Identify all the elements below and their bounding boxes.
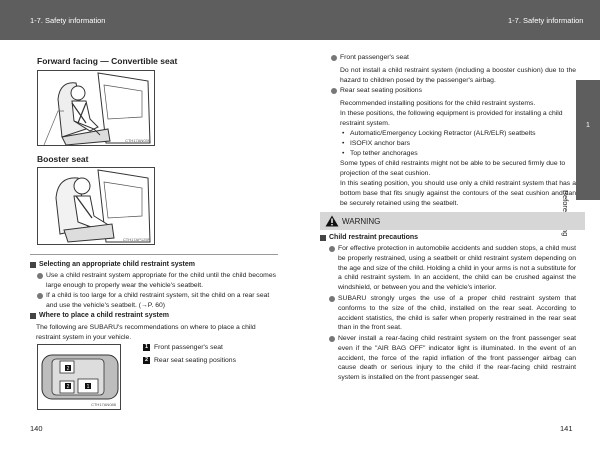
legend-number-1: 1 <box>144 344 149 350</box>
square-bullet-icon <box>30 313 36 319</box>
front-passenger-text: Do not install a child restraint system (including a booster cushion) due to the hazard to children posed by the passenger's airbag. <box>340 67 576 84</box>
front-passenger-title <box>330 53 575 63</box>
forward-facing-illustration <box>37 70 155 146</box>
precaution-bullet-2-text: SUBARU strongly urges the use of a proper child restraint system that conforms to the size of the child, installed on the rear seat. According to accident statistics, the child is safer when properly restrained in the rear seat than in the front seat. <box>338 295 576 332</box>
rear-seat-text-3: Some types of child restraints might not be able to be secured firmly due to projection of the seat cushion. <box>340 160 566 177</box>
legend-label-rear: Rear seat seating positions <box>154 357 236 364</box>
left-divider <box>30 254 278 255</box>
front-passenger-title-text: Front passenger's seat <box>340 54 409 61</box>
chapter-number: 1 <box>586 122 590 129</box>
where-section-heading <box>30 312 169 319</box>
forward-facing-heading: Forward facing — Convertible seat <box>37 56 178 66</box>
precautions-heading-text: Child restraint precautions <box>329 234 419 241</box>
selecting-bullet-2 <box>36 291 276 311</box>
bullet-dot-icon <box>331 55 337 61</box>
equipment-item-2: • ISOFIX anchor bars <box>340 139 576 149</box>
selecting-bullet-2-text: If a child is too large for a child restraint system, sit the child on a rear seat and use the vehicle's seatbelt. (→P. 60) <box>46 292 270 309</box>
booster-seat-heading: Booster seat <box>37 154 89 164</box>
header-right-title: 1-7. Safety information <box>508 16 584 25</box>
right-page-number: 141 <box>560 424 573 433</box>
selecting-section-heading <box>30 261 195 268</box>
rear-seat-text-4: In this seating position, you should use only a child restraint system that has a bottom base that fits snugly against the contours of the seat cushion and can be securely retained using the seatbelt. <box>340 180 576 207</box>
car-top-view-drawing <box>38 345 121 410</box>
rear-seat-title <box>330 86 575 96</box>
equipment-item-3: • Top tether anchorages <box>340 149 576 159</box>
legend-label-front: Front passenger's seat <box>154 344 223 351</box>
selecting-bullet-1-text: Use a child restraint system appropriate for the child until the child becomes large enough to properly wear the vehicle's seatbelt. <box>46 272 276 289</box>
legend-item-front <box>143 344 223 351</box>
svg-text:1: 1 <box>86 384 90 390</box>
precaution-bullet-3 <box>328 334 576 383</box>
seat-position-diagram <box>37 344 121 410</box>
warning-label: WARNING <box>342 217 381 226</box>
booster-seat-drawing <box>38 168 155 245</box>
selecting-bullet-1 <box>36 271 276 291</box>
warning-triangle-icon <box>325 215 339 227</box>
svg-text:2: 2 <box>66 384 70 390</box>
seat-figure-code: CTH17AN088 <box>91 402 116 407</box>
rear-seat-text-2: In these positions, the following equipment is provided for installing a child restraint system. <box>340 110 563 127</box>
precaution-bullet-1 <box>328 244 576 293</box>
bullet-dot-icon <box>37 273 43 279</box>
square-bullet-icon <box>30 262 36 268</box>
header-left-title: 1-7. Safety information <box>30 16 106 25</box>
bullet-dot-icon <box>37 293 43 299</box>
precaution-bullet-2 <box>328 294 576 333</box>
square-bullet-icon <box>320 235 326 241</box>
precautions-heading <box>320 234 418 241</box>
bullet-dot-icon <box>329 246 335 252</box>
legend-number-2: 2 <box>144 357 149 363</box>
precaution-bullet-1-text: For effective protection in automobile accidents and sudden stops, a child must be properly restrained, using a seatbelt or child restraint system depending on the age and size of the child. Holding a child in your arms is not a substitute for a child restraint system. In an accident, the child can be crushed against the windshield, or between you and the vehicle's interior. <box>338 245 576 292</box>
equipment-item-1: • Automatic/Emergency Locking Retractor (ALR/ELR) seatbelts <box>340 129 576 139</box>
left-page-number: 140 <box>30 424 43 433</box>
booster-figure-code: CTH17AP125F <box>122 237 150 242</box>
rear-seat-title-text: Rear seat seating positions <box>340 87 422 94</box>
precaution-bullet-3-text: Never install a rear-facing child restraint system on the front passenger seat even if the "AIR BAG OFF" indicator light is illuminated. In the event of an accident, the force of the rapid inflation of the front passenger airbag can cause death or serious injury to the child if the rear-facing child restraint system is installed on the front passenger seat. <box>338 335 576 382</box>
forward-figure-code: CTH17AN039 <box>125 138 150 143</box>
where-heading-text: Where to place a child restraint system <box>39 312 169 319</box>
bullet-dot-icon <box>331 88 337 94</box>
bullet-dot-icon <box>329 336 335 342</box>
booster-seat-illustration <box>37 167 155 245</box>
selecting-heading-text: Selecting an appropriate child restraint system <box>39 261 195 268</box>
page-header <box>0 0 600 40</box>
warning-banner <box>320 212 585 230</box>
forward-seat-drawing <box>38 71 155 146</box>
svg-text:2: 2 <box>66 366 70 372</box>
bullet-dot-icon <box>329 296 335 302</box>
chapter-tab <box>576 80 600 200</box>
legend-item-rear <box>143 357 236 364</box>
where-paragraph: The following are SUBARU's recommendations on where to place a child restraint system in your vehicle. <box>36 324 256 341</box>
rear-seat-text-1: Recommended installing positions for the child restraint systems. <box>340 100 536 107</box>
